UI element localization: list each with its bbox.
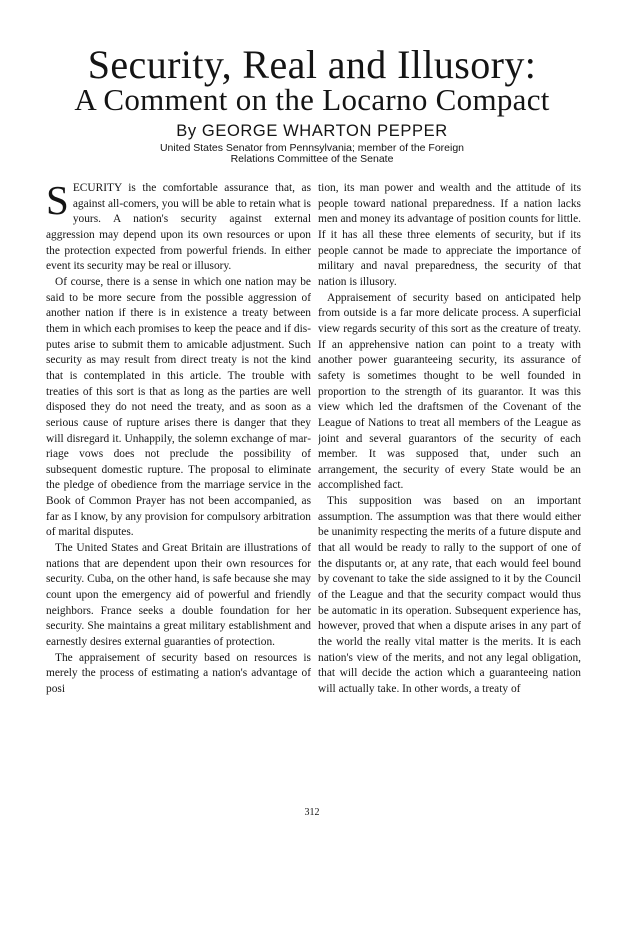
paragraph-text: ECURITY is the comfortable assurance that, as against all-comers, you will be able to retain what is yours. A nation's security against external aggression may depend upon its own resources or upon the protection expected from powerful friends. In either event its security may be real or illusory.	[46, 182, 311, 273]
paragraph	[46, 181, 311, 275]
article-subtitle: A Comment on the Locarno Compact	[74, 82, 550, 117]
paragraph: This supposition was based on an important assumption. The assumption was that there would either be unanimity respecting the merits of a future dispute and that all would be ready to rally to the support of one of the disputants or, at any rate, that each would feel bound by covenant to take the side assigned to it by the Council of the League and that the security compact would thus be automatic in its operation. Subsequent experience has, however, proved that when a dispute arises in any part of the world the really vital matter is the merits. It is each nation's view of the merits, and not any legal obligation, that will decide the action which a guaranteeing nation will actually take. In other words, a treaty of	[318, 495, 581, 695]
author-credential-line-1: United States Senator from Pennsylvania; member of the Foreign	[159, 142, 465, 154]
byline: By GEORGE WHARTON PEPPER	[176, 122, 448, 140]
paragraph: tion, its man power and wealth and the attitude of its people toward national preparedness. If a nation lacks men and money its advantage of position counts for little. If it has all these three elements of security, but if its people cannot be made to appreciate the importance of military and naval preparedness, the security of that nation is illusory.	[318, 182, 581, 288]
text-column-right	[318, 181, 581, 801]
article-title: Security, Real and Illusory:	[87, 42, 537, 87]
paragraph: The appraisement of security based on resources is merely the process of estimating a nation's advantage of posi	[46, 651, 311, 695]
author-credential-line-2: Relations Committee of the Senate	[230, 153, 394, 165]
page-number: 312	[304, 807, 320, 818]
drop-cap: S	[46, 181, 69, 223]
paragraph: The United States and Great Britain are illustrations of nations that are dependent upon their own resources for security. Cuba, on the other hand, is safe because she may count upon the emergency aid of powerful and friendly neighbors. France seeks a double foundation for her security. She maintains a great military establishment and earnestly desires external guaranties of protection.	[46, 542, 311, 649]
paragraph: Appraisement of security based on anticipated help from outside is a far more delicate process. A superficial view regards security of this sort as the creature of treaty. If an apprehensive nation can point to a treaty with another power guaranteeing security, its assurance of safety is sometimes thought to be well founded in proportion to the strength of its guarantor. It was this view which led the draftsmen of the Covenant of the League of Nations to treat all members of the League as joint and several guarantors of the security of each member. It was supposed that, under such an arrangement, the security of every State would be an accomplished fact.	[318, 291, 581, 492]
text-column-left	[46, 181, 311, 801]
paragraph: Of course, there is a sense in which one nation may be said to be more secure from the possible aggression of another nation if there is in existence a treaty between them in which each promises to keep the peace and if disputes arise to submit them to amicable adjustment. Such security as may result from direct treaty is not the kind that is contemplated in this article. The trouble with treaties of this sort is that as long as the parties are well disposed they do not need the treaty, and as soon as a serious cause of rupture arises there is danger that they will disregard it. Unhappily, the solemn exchange of marriage vows does not preclude the possibility of subsequent domestic rupture. The proposal to eliminate the pledge of obedience from the marriage service in the Book of Common Prayer has not been accompanied, as far as I know, by any provision for compulsory arbitration of marital disputes.	[46, 275, 311, 539]
